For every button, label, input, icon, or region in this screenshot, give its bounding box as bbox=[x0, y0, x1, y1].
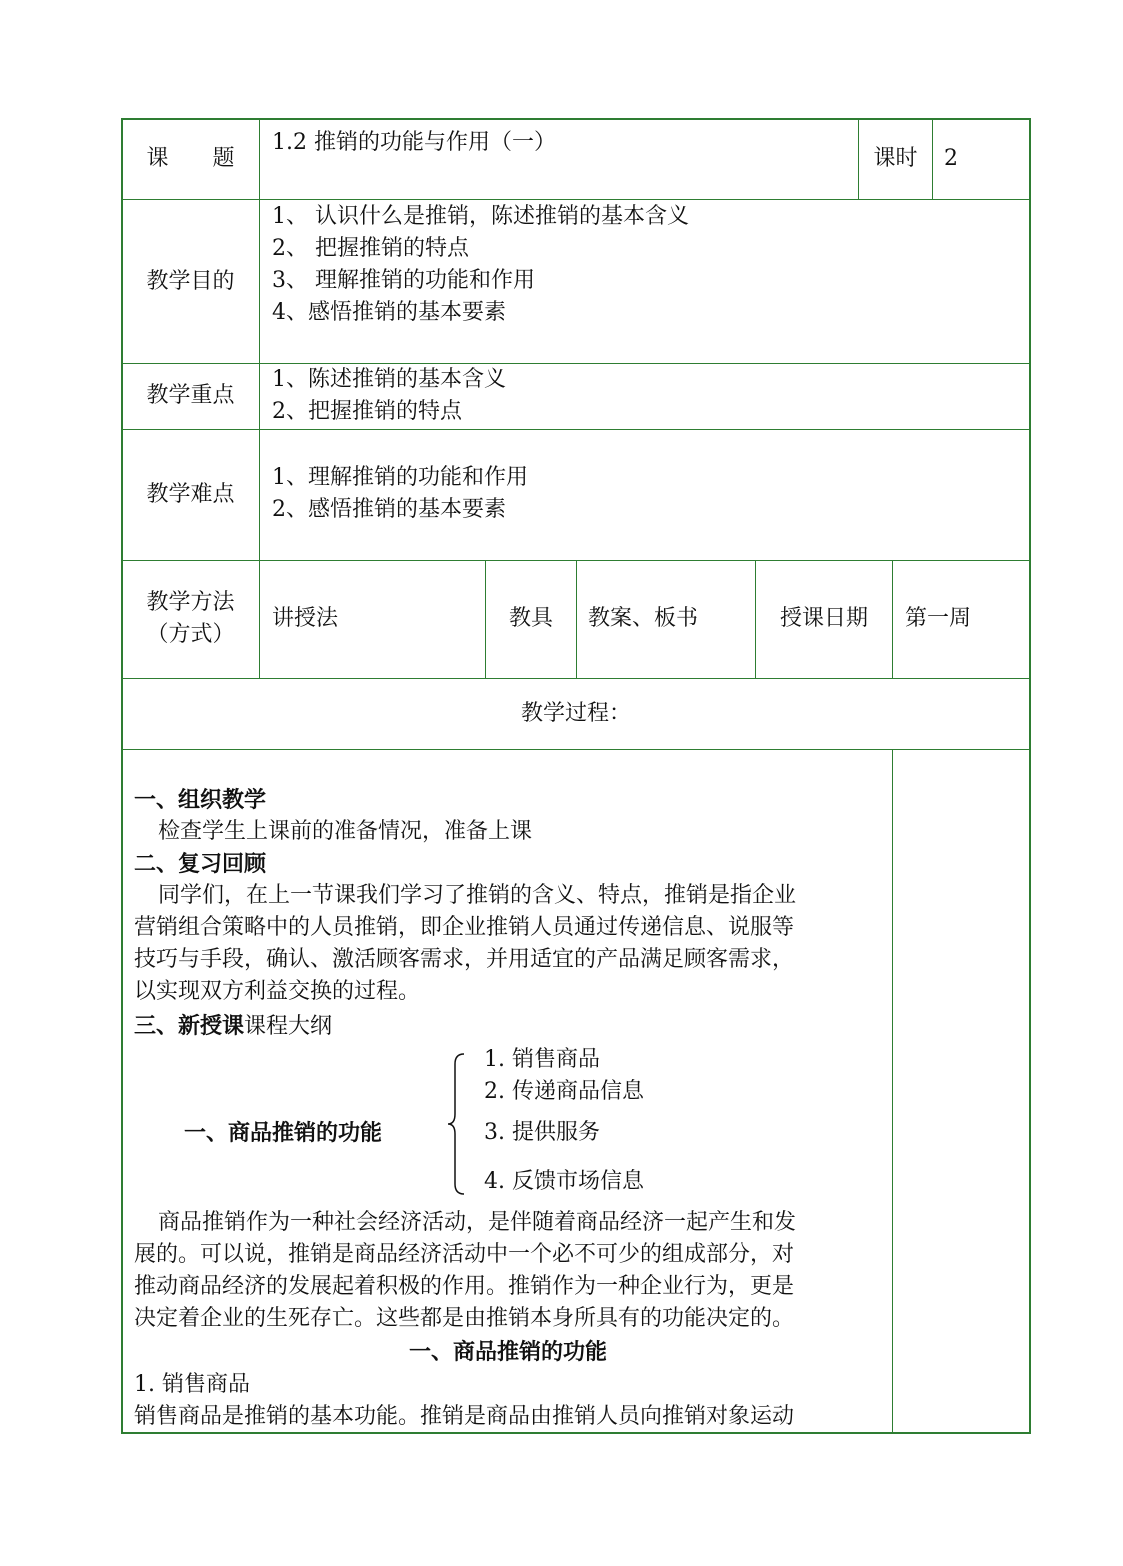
hours-value: 2 bbox=[944, 146, 958, 171]
section-text: 检查学生上课前的准备情况，准备上课 bbox=[158, 819, 533, 844]
key-point-item: 1、陈述推销的基本含义 bbox=[272, 367, 506, 392]
body-paragraph-line: 商品推销作为一种社会经济活动，是伴随着商品经济一起产生和发 bbox=[158, 1210, 797, 1235]
row-divider bbox=[121, 749, 1031, 750]
curly-brace-icon bbox=[446, 1052, 468, 1196]
topic-label: 课 题 bbox=[146, 146, 235, 171]
outline-item: 2. 传递商品信息 bbox=[484, 1079, 644, 1104]
review-line: 技巧与手段，确认、激活顾客需求，并用适宜的产品满足顾客需求， bbox=[134, 947, 795, 972]
body-paragraph-line: 展的。可以说，推销是商品经济活动中一个必不可少的组成部分，对 bbox=[134, 1242, 795, 1267]
method-divider bbox=[576, 560, 577, 679]
method-value: 讲授法 bbox=[272, 606, 339, 631]
section-heading: 一、组织教学 bbox=[134, 787, 267, 813]
outline-item: 4. 反馈市场信息 bbox=[484, 1169, 644, 1194]
key-points-label: 教学重点 bbox=[146, 383, 235, 408]
section-heading-line bbox=[134, 1010, 332, 1043]
method-label: 教学方法 bbox=[146, 590, 235, 615]
row-divider bbox=[121, 199, 1031, 200]
outline-item: 1. 销售商品 bbox=[484, 1047, 600, 1072]
hours-divider bbox=[932, 118, 933, 200]
method-divider bbox=[892, 560, 893, 679]
objective-item: 4、感悟推销的基本要素 bbox=[272, 300, 506, 325]
review-line: 营销组合策略中的人员推销，即企业推销人员通过传递信息、说服等 bbox=[134, 915, 795, 940]
row-divider bbox=[121, 363, 1031, 364]
date-label: 授课日期 bbox=[779, 606, 868, 631]
method-label-sub: （方式） bbox=[146, 622, 235, 647]
table-border-left bbox=[121, 118, 123, 1434]
body-paragraph-line: 决定着企业的生死存亡。这些都是由推销本身所具有的功能决定的。 bbox=[134, 1306, 795, 1331]
difficulties-label: 教学难点 bbox=[146, 482, 235, 507]
key-point-item: 2、把握推销的特点 bbox=[272, 399, 462, 424]
topic-value: 1.2 推销的功能与作用（一） bbox=[272, 130, 556, 155]
objectives-label: 教学目的 bbox=[146, 269, 235, 294]
item-title: 1. 销售商品 bbox=[134, 1372, 250, 1397]
center-heading: 一、商品推销的功能 bbox=[408, 1339, 607, 1365]
difficulty-item: 2、感悟推销的基本要素 bbox=[272, 497, 506, 522]
tools-label: 教具 bbox=[508, 606, 553, 631]
section-heading: 三、新授课 bbox=[134, 1013, 245, 1039]
outline-item: 3. 提供服务 bbox=[484, 1120, 600, 1145]
table-border-top bbox=[121, 118, 1031, 120]
section-heading: 二、复习回顾 bbox=[134, 851, 267, 877]
section-heading-tail: 课程大纲 bbox=[244, 1014, 333, 1039]
date-value: 第一周 bbox=[905, 606, 972, 631]
hours-label: 课时 bbox=[873, 146, 918, 171]
item-text: 销售商品是推销的基本功能。推销是商品由推销人员向推销对象运动 bbox=[134, 1404, 795, 1429]
review-line: 以实现双方利益交换的过程。 bbox=[134, 979, 421, 1004]
tools-value: 教案、板书 bbox=[588, 606, 699, 631]
notes-column-divider bbox=[892, 749, 893, 1434]
objective-item: 2、 把握推销的特点 bbox=[272, 236, 469, 261]
objective-item: 1、 认识什么是推销，陈述推销的基本含义 bbox=[272, 204, 689, 229]
body-paragraph-line: 推动商品经济的发展起着积极的作用。推销作为一种企业行为，更是 bbox=[134, 1274, 795, 1299]
review-line: 同学们，在上一节课我们学习了推销的含义、特点，推销是指企业 bbox=[158, 883, 797, 908]
row-divider bbox=[121, 429, 1031, 430]
process-label: 教学过程： bbox=[520, 701, 631, 726]
objective-item: 3、 理解推销的功能和作用 bbox=[272, 268, 535, 293]
table-border-right bbox=[1029, 118, 1031, 1434]
difficulty-item: 1、理解推销的功能和作用 bbox=[272, 465, 528, 490]
outline-title: 一、商品推销的功能 bbox=[184, 1120, 383, 1146]
label-column-divider bbox=[259, 118, 260, 679]
